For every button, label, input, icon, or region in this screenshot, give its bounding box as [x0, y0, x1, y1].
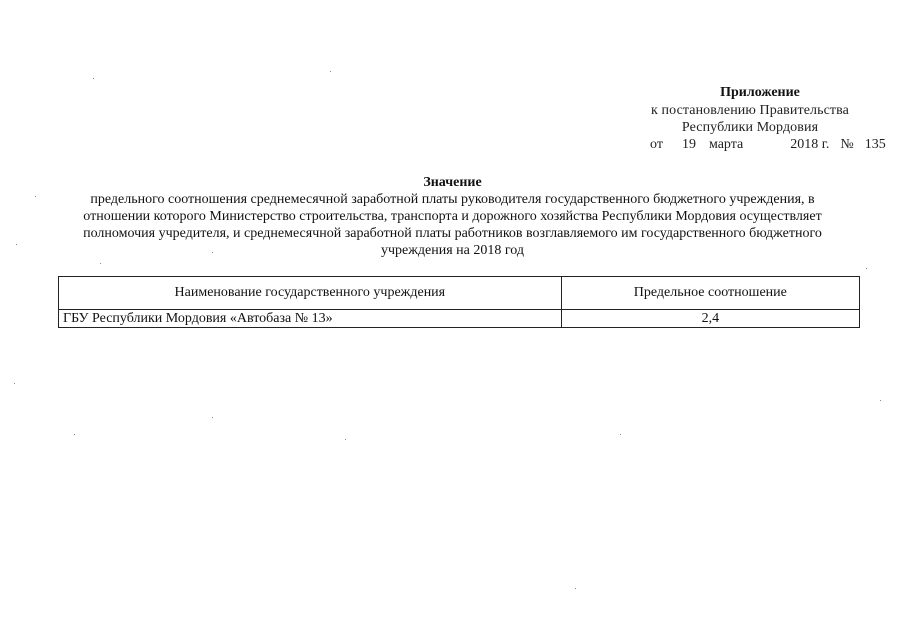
scan-speck: [74, 434, 75, 435]
scan-speck: [345, 439, 346, 440]
scan-speck: [16, 244, 17, 245]
header-institution-name: Наименование государственного учреждения: [59, 277, 562, 310]
appendix-title: Приложение: [720, 85, 800, 100]
date-year: 2018 г.: [790, 137, 830, 152]
number-sign: №: [840, 137, 854, 152]
appendix-decree-line: к постановлению Правительства: [651, 103, 849, 118]
institution-name-cell: ГБУ Республики Мордовия «Автобаза № 13»: [59, 310, 562, 328]
document-body-line: полномочия учредителя, и среднемесячной заработной платы работников возглавляемого им государственного бюджетного: [83, 226, 822, 241]
appendix-republic-line: Республики Мордовия: [681, 120, 819, 135]
decree-number: 135: [864, 137, 886, 152]
scan-speck: [35, 196, 36, 197]
document-body-line: отношении которого Министерство строительства, транспорта и дорожного хозяйства Республики Мордовия осуществляет: [83, 209, 822, 224]
scan-speck: [100, 263, 101, 264]
table-header-row: [59, 277, 860, 310]
scan-speck: [620, 434, 621, 435]
ratio-table: [58, 276, 860, 328]
date-month: марта: [708, 137, 744, 152]
scan-speck: [880, 400, 881, 401]
scan-speck: [212, 417, 213, 418]
scan-speck: [93, 78, 94, 79]
scan-speck: [330, 71, 331, 72]
table-row: [59, 310, 860, 328]
scan-speck: [212, 252, 213, 253]
limit-ratio-cell: 2,4: [561, 310, 859, 328]
document-body: [40, 191, 865, 259]
date-prefix: от: [650, 137, 663, 152]
scan-speck: [575, 588, 576, 589]
document-body-line: учреждения на 2018 год: [380, 243, 524, 258]
scan-speck: [14, 383, 15, 384]
scan-speck: [866, 268, 867, 269]
document-title: Значение: [423, 175, 482, 190]
header-limit-ratio: Предельное соотношение: [561, 277, 859, 310]
document-body-line: предельного соотношения среднемесячной заработной платы руководителя государственного бюджетного учреждения, в: [90, 192, 815, 207]
date-day: 19: [681, 137, 696, 152]
appendix-date-line: [650, 137, 886, 153]
